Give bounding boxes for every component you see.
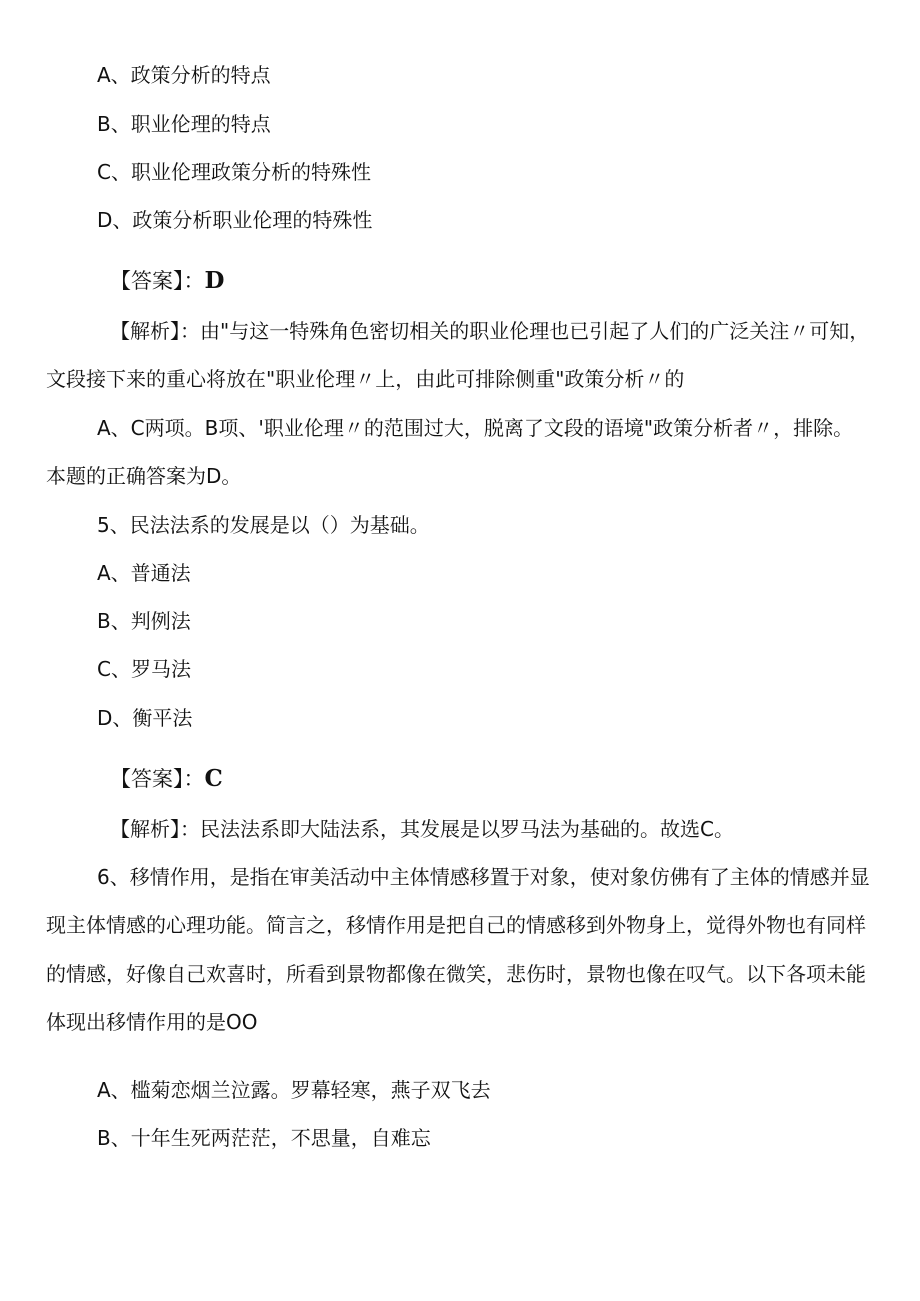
q4-option-c: C、职业伦理政策分析的特殊性 xyxy=(97,160,371,184)
q5-option-d: D、衡平法 xyxy=(97,706,193,730)
q4-option-a: A、政策分析的特点 xyxy=(97,63,271,87)
q4-analysis-line-3: A、C两项。B项、'职业伦理〃的范围过大，脱离了文段的语境"政策分析者〃，排除。 xyxy=(97,416,854,440)
q4-option-d: D、政策分析职业伦理的特殊性 xyxy=(97,208,373,232)
q5-option-a: A、普通法 xyxy=(97,561,191,585)
q4-analysis-line-1: 【解析】：由"与这一特殊角色密切相关的职业伦理也已引起了人们的广泛关注〃可知， xyxy=(110,319,870,343)
q6-question-line-3: 的情感，好像自己欢喜时，所看到景物都像在微笑，悲伤时，景物也像在叹气。以下各项未能 xyxy=(46,962,866,986)
q5-answer-label: 【答案】： xyxy=(110,767,205,791)
q6-option-b: B、十年生死两茫茫，不思量，自难忘 xyxy=(97,1126,431,1150)
q6-question-line-1: 6、移情作用，是指在审美活动中主体情感移置于对象，使对象仿佛有了主体的情感并显 xyxy=(97,865,870,889)
q6-question-line-2: 现主体情感的心理功能。简言之，移情作用是把自己的情感移到外物身上，觉得外物也有同样 xyxy=(46,913,866,937)
q4-analysis-line-4: 本题的正确答案为D。 xyxy=(46,464,242,488)
q5-answer-value: C xyxy=(204,765,223,792)
q4-answer-label: 【答案】： xyxy=(110,269,205,293)
q5-answer-line xyxy=(110,764,223,794)
q5-question: 5、民法法系的发展是以（）为基础。 xyxy=(97,513,430,537)
q5-analysis: 【解析】：民法法系即大陆法系，其发展是以罗马法为基础的。故选C。 xyxy=(110,817,734,841)
q6-option-a: A、槛菊恋烟兰泣露。罗幕轻寒，燕子双飞去 xyxy=(97,1078,491,1102)
q4-analysis-line-2: 文段接下来的重心将放在"职业伦理〃上，由此可排除侧重"政策分析〃的 xyxy=(46,367,685,391)
q5-option-c: C、罗马法 xyxy=(97,657,191,681)
q4-answer-value: D xyxy=(204,267,225,294)
q5-option-b: B、判例法 xyxy=(97,609,191,633)
q4-option-b: B、职业伦理的特点 xyxy=(97,112,271,136)
q4-answer-line xyxy=(110,266,224,296)
q6-question-line-4: 体现出移情作用的是OO xyxy=(46,1010,258,1034)
